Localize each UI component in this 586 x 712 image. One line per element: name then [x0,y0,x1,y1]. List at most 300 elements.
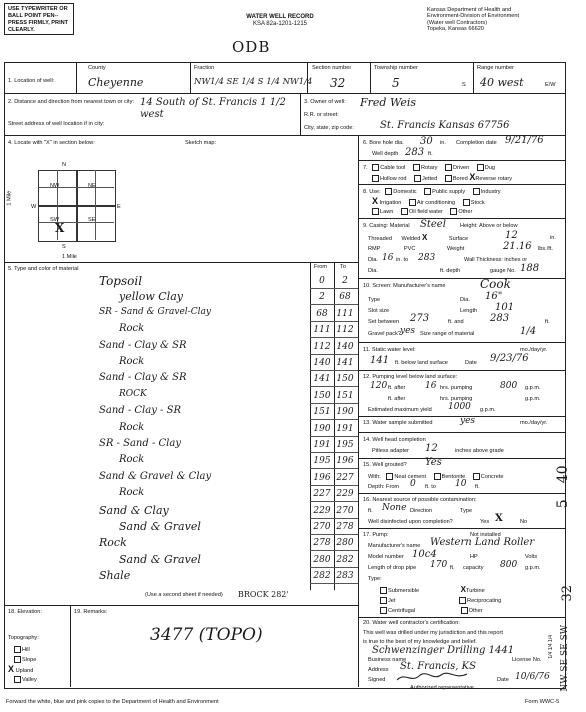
inches-value: 12 [425,443,438,454]
topo-upland-label[interactable]: Upland [15,668,34,674]
cert-date: 10/6/76 [515,672,550,682]
material-from: 150 [313,390,331,401]
material-to: 270 [336,505,354,516]
topo-upland-mark: X [8,664,15,674]
footer-right: Form WWC-5 [525,699,560,705]
slot-label: Slot size [368,308,390,314]
welded-mark: X [421,233,428,242]
material-from: 282 [313,571,331,582]
material-from: 111 [313,325,331,336]
est-gpm: g.p.m. [480,407,496,413]
s5-footer: (Use a second sheet if needed) [145,592,223,598]
material-row [4,323,354,338]
use-lawn[interactable]: Lawn [380,208,394,215]
material-row [4,274,348,289]
material-from: 151 [313,407,331,418]
material-to: 278 [336,522,354,532]
pump-hrs1-label: hrs. pumping [440,385,473,391]
agency-block [427,7,567,33]
disinfected-no[interactable]: No [520,519,528,525]
welded-option[interactable]: Welded [401,236,421,242]
contam-value: None [382,503,407,513]
material-from: 278 [313,538,331,549]
grout-from: 0 [410,479,416,489]
material-from: 141 [313,374,331,385]
s9-row3 [368,246,464,252]
s9-dia2-label: Dia. [368,268,378,274]
material-from: 191 [313,440,331,450]
s9-dia1-to: 283 [418,253,436,263]
pump-after2: ft. after [388,396,406,402]
material-row [4,552,354,568]
material-row [4,290,351,305]
capacity-value: 800 [500,560,518,570]
topography-label: Topography: [8,635,39,641]
material-row [4,438,354,453]
disinfected-yes[interactable]: Yes [480,519,490,525]
static-date: 9/23/76 [490,353,529,364]
sample-label: 13. Water sample submitted [363,420,433,426]
static-ft: ft. below land surface [395,360,448,366]
volts-label: Volts [525,554,538,560]
direction-label: Direction [410,508,433,514]
pump-gpm1: 800 [500,381,518,391]
material-from: 112 [313,341,331,352]
irrigation-mark: X [372,196,379,206]
material-to: 227 [336,472,354,483]
depth-label: Well depth [372,151,399,157]
cable-tool-option[interactable]: Cable tool [380,164,406,171]
material-row [4,520,354,535]
material-desc: Rock [119,454,145,466]
material-desc: Rock [119,487,145,499]
s1-label: 1. Location of well: [8,78,55,84]
sample-mo: mo./day/yr. [520,420,548,426]
pump-types-row3 [380,607,483,614]
not-installed[interactable]: Not installed [470,532,501,538]
material-to: 151 [336,390,354,401]
rr-label: R.R. or street: [304,112,339,118]
concrete-option[interactable]: Concrete [480,473,504,480]
set-from: 273 [410,313,430,324]
material-to: 229 [336,489,354,500]
topo-upland [8,666,33,674]
fraction-label: Fraction [194,65,215,71]
agency-line1: Kansas Department of Health and [427,7,512,13]
margin-section: 32 [560,585,575,602]
use-oilfield[interactable]: Oil field water [408,208,443,215]
grid-nw: NW [50,183,60,189]
weight-value: 21.16 [503,241,532,252]
static-label: 11. Static water level: [363,347,416,353]
agency-line3: (Water well Contractors) [427,19,488,26]
material-to: 150 [336,374,354,385]
material-row [4,470,354,486]
brock-note: BROCK 282' [238,590,289,599]
material-desc: Sand - Clay & SR [99,372,187,384]
topo-hill [14,646,30,653]
topo-slope-label[interactable]: Slope [22,656,37,663]
surface-label: Surface [448,236,469,242]
weight-label: Weight [446,246,465,252]
material-row [4,487,354,502]
material-row [4,569,354,584]
material-from: 68 [316,308,328,319]
owner-value: Fred Weis [360,96,417,109]
material-row [4,339,354,355]
material-row [4,421,354,437]
grid-ne: NE [88,183,96,189]
drop-label: Length of drop pipe [368,565,417,571]
township-value: 5 [392,76,400,90]
address-value: St. Francis, KS [400,661,476,672]
grid-n: N [62,162,67,168]
gauge-label: gauge No. [490,268,516,274]
material-desc: Sand - Clay - SR [99,405,181,417]
pump-after1: ft. after [388,385,406,391]
material-from: 196 [313,472,331,483]
grid-x-mark: X [55,221,65,235]
license-label: License No. [512,657,542,663]
material-from: 229 [313,505,331,516]
disinfected-mark: X [495,513,503,524]
material-from: 270 [313,522,331,532]
material-to: 190 [336,407,354,418]
height-label: Height: Above or below [460,223,518,229]
grid-s: S [62,244,66,250]
gauge-value: 188 [520,263,540,274]
bore-in: in. [440,140,446,146]
submersible-option[interactable]: Submersible [388,588,420,594]
surface-in: in. [550,235,556,241]
material-desc: Topsoil [99,274,143,288]
form-title-line2: KSA 82a-1201-1215 [252,21,308,27]
cert-line2: is true to the best of my knowledge and belief. [363,639,477,645]
material-desc: Rock [99,536,127,550]
with-label: With: [368,473,381,480]
material-row [4,388,354,404]
contam-ft: ft. [368,508,373,514]
use-domestic[interactable]: Domestic [393,188,417,195]
material-desc: yellow Clay [119,290,184,304]
screen-length: 101 [495,302,515,313]
above-label: inches above grade [455,448,504,454]
business-value: Schwenzinger Drilling 1441 [372,645,515,656]
disinfected-label: Well disinfected upon completion? [368,519,453,525]
pump-gpm2-label: g.p.m. [525,396,541,402]
grid-w: W [31,204,37,210]
casing-label: 9. Casing: Material [363,223,410,229]
casing-material: Steel [420,219,446,230]
gravel-label: Gravel pack? [368,331,401,337]
rotary-option[interactable]: Rotary [421,164,438,171]
city-value: St. Francis Kansas 67756 [380,120,510,131]
cert-line1: This well was drilled under my jurisdiction and this report [363,630,503,636]
completion-date: 9/21/76 [505,135,544,146]
signature [395,670,475,680]
s7-row2 [372,174,512,182]
capacity-gpm: g.p.m. [525,565,541,571]
material-to: 111 [336,308,354,319]
s2-label: 2. Distance and direction from nearest town or city: [8,99,134,105]
set-to: 283 [490,313,510,324]
material-desc: ROCK [119,388,147,399]
pump-level1: 120 [370,381,388,391]
surface-value: 12 [505,230,518,241]
material-desc: Sand - Clay & SR [99,339,187,351]
range-suffix: E/W [545,82,556,88]
material-to: 141 [336,358,354,368]
hollow-rod-option[interactable]: Hollow rod [380,176,407,182]
range-value: 40 west [480,76,524,89]
stamp-code: ODB [232,38,271,56]
margin-township: 5 [555,499,571,509]
to-label: To [340,264,346,270]
reverse-rotary-option[interactable]: Reverse rotary [475,176,513,182]
pump-hrs1: 16 [425,381,437,391]
grid-se: SE [88,217,96,223]
hp-label: HP [470,554,478,560]
section-value: 32 [330,76,346,90]
pump-label: 17. Pump: [363,532,389,538]
township-label: Township number [374,65,418,71]
margin-quarters-sub: 1/4 1/4 1/4 [548,635,554,659]
mfr-value: Western Land Roller [430,537,535,548]
pump-hrs2-label: hrs. pumping [440,396,473,402]
material-to: 191 [336,423,354,434]
static-date-label: Date [465,360,477,366]
screen-manufacturer: Cook [480,277,511,291]
material-desc: Sand & Gravel & Clay [99,470,212,482]
material-row [4,306,354,322]
pump-gpm1-label: g.p.m. [525,385,541,391]
form-title [205,14,355,28]
s7-row1 [363,164,495,171]
bentonite-option[interactable]: Bentonite [441,473,466,480]
business-label: Business name [368,657,407,663]
use-stock[interactable]: Stock [470,200,485,206]
material-row [4,454,354,469]
township-suffix: S [462,82,466,88]
material-from: 0 [319,276,325,286]
signed-label: Signed [368,677,386,683]
s9-to1: in. to [396,257,409,263]
material-row [4,405,354,420]
margin-range: 40 [555,465,571,483]
mile-horizontal: 1 Mile [62,254,77,260]
material-row [4,503,354,519]
s4-label: 4. Locate with "X" in section below: [8,140,95,146]
remarks-value: 3477 (TOPO) [150,625,263,645]
grout-ft: ft. [475,484,480,490]
pumping-label: 12. Pumping level below land surface: [363,374,458,380]
contam-type: Type [460,508,473,514]
material-to: 140 [336,341,354,352]
use-other[interactable]: Other [458,208,473,215]
pump-types-row2 [380,597,501,604]
material-to: 196 [336,456,354,467]
instruction-text: USE TYPEWRITER OR BALL POINT PEN--PRESS FIRMLY, PRINT CLEARLY. [8,6,69,33]
date-label: Date [497,677,509,683]
pump-other-option[interactable]: Other [468,607,483,614]
threaded-option[interactable]: Threaded [368,236,392,242]
centrifugal-option[interactable]: Centrifugal [388,607,416,614]
driven-option[interactable]: Driven [453,164,470,171]
instruction-box [4,3,74,35]
use-irrigation[interactable]: Irrigation [379,200,402,206]
bore-dia: 30 [420,136,433,147]
drop-value: 170 [430,560,448,570]
material-row [4,356,354,371]
material-desc: Rock [119,356,145,367]
model-label: Model number [368,554,404,560]
material-desc: Rock [119,323,145,335]
neat-cement-option[interactable]: Neat cement [394,473,427,480]
gravel-value: yes [400,326,416,336]
s9-row2 [368,235,468,242]
city-label: City, state, zip code: [304,125,354,131]
rmp-option[interactable]: RMP [368,246,381,252]
length-label: Length [460,308,478,314]
jet-option[interactable]: Jet [388,597,396,604]
material-from: 227 [313,489,331,500]
s9-dia1-value: 16 [382,253,394,263]
grouted-value: Yes [425,457,442,468]
material-from: 280 [313,554,331,565]
footer-left: Forward the white, blue and pink copies to the Department of Health and Environment [6,699,219,705]
screen-dia-label: Dia. [460,297,470,303]
size-label: Size range of material [420,331,475,337]
s8-row3 [372,208,472,215]
s9-ftdepth: ft. depth [440,268,461,274]
material-from: 190 [313,423,331,434]
county-value: Cheyenne [88,76,144,89]
elevation-label: 18. Elevation: [8,609,42,615]
contam-label: 16. Nearest source of possible contamination: [363,497,477,503]
use-air[interactable]: Air conditioning [416,200,456,206]
material-desc: SR - Sand & Gravel-Clay [99,306,211,317]
material-from: 140 [313,358,331,368]
auth-label: Authorized representative [410,685,474,691]
material-row [4,536,354,551]
form-title-line1: WATER WELL RECORD [246,14,314,20]
material-desc: Shale [99,569,131,583]
drop-ft: ft. [450,565,455,571]
reciprocating-option[interactable]: Reciprocating [467,597,502,604]
wellhead-label: 14. Well head completion [363,437,426,443]
topo-valley-label[interactable]: Valley [22,676,37,683]
sketch-label: Sketch map: [185,140,217,146]
material-to: 195 [336,440,354,450]
grout-to: 10 [455,479,467,489]
s9-dia1-label: Dia. [368,257,378,263]
material-desc: Sand & Gravel [119,520,201,533]
section-label: Section number [312,65,352,71]
agency-line2: Environment-Division of Environment [427,13,520,20]
wall-label: Wall Thickness: inches or [464,257,528,263]
material-desc: Sand & Clay [99,503,169,517]
s2-street-label: Street address of well location if in city: [8,121,105,127]
set-ft-and: ft. and [448,319,464,325]
material-to: 283 [336,571,354,582]
static-level: 141 [370,355,390,366]
grid-sw: SW [50,217,60,223]
margin-quarters: NW SE SE SW [560,625,570,692]
screen-label: 10. Screen: Manufacturer's name [363,283,446,289]
topo-slope [14,656,36,663]
material-from: 195 [313,456,331,467]
county-label: County [88,65,106,71]
well-depth: 283 [405,147,425,158]
address-label: Address [368,667,389,673]
fraction-value: NW1/4 SE 1/4 S 1/4 NW1/4 [194,77,313,87]
turbine-option[interactable]: Turbine [466,588,485,594]
owner-label: 3. Owner of well: [304,99,346,105]
pvc-option[interactable]: PVC [403,246,416,252]
remarks-label: 19. Remarks: [74,609,108,615]
mile-vertical: 1 Mile [6,190,13,206]
bored-option[interactable]: Bored [452,176,468,182]
s15-row2 [368,473,504,480]
est-label: Estimated maximum yield [368,407,432,413]
material-to: 282 [336,554,354,565]
topo-valley [14,676,37,683]
depth-ft: ft. [428,151,433,157]
material-to: 2 [342,276,348,286]
material-to: 280 [336,538,354,549]
material-to: 112 [336,325,354,336]
s6-label: 6. Bore hole dia. [363,140,404,146]
grid-e: E [117,204,121,210]
weight-unit: lbs./ft. [538,246,553,252]
s2-value: 14 South of St. Francis 1 1/2 west [140,97,286,120]
material-to: 68 [339,292,351,303]
capacity-label: capacity [463,565,484,571]
s7-label: 7. [363,164,368,171]
use-industry[interactable]: Industry [480,188,501,195]
material-desc: SR - Sand - Clay [99,438,181,449]
sample-value: yes [460,416,476,426]
static-mo: mo./day/yr. [520,347,548,353]
est-value: 1000 [448,402,471,412]
grouted-label: 15. Well grouted? [363,462,407,468]
pump-type-label: Type: [368,576,382,582]
mfr-label: Manufacturer's name [368,543,421,549]
set-label: Set between [368,319,400,325]
s8-row1 [363,188,501,195]
dug-option[interactable]: Dug [484,164,496,171]
grout-ft-to: ft. to [425,484,436,490]
material-desc: Rock [119,421,145,433]
use-public[interactable]: Public supply [432,188,466,195]
jetted-option[interactable]: Jetted [422,176,438,182]
s8-row2 [372,198,485,206]
agency-line4: Topeka, Kansas 66620 [427,26,484,33]
turbine-mark: X [460,585,466,594]
screen-type-label: Type [368,297,381,303]
reverse-rotary-mark: X [469,172,476,182]
pump-types-row1 [380,587,485,594]
set-ft2: ft. [545,319,550,325]
grout-depth: Depth: From [368,484,400,490]
s8-label: 8. Use: [363,188,381,195]
margin-note [555,465,571,508]
material-from: 2 [319,292,325,303]
completion-label: Completion date [456,140,497,146]
topo-hill-label[interactable]: Hill [22,646,30,653]
screen-dia: 16" [485,291,503,302]
model-value: 10c4 [412,549,437,560]
